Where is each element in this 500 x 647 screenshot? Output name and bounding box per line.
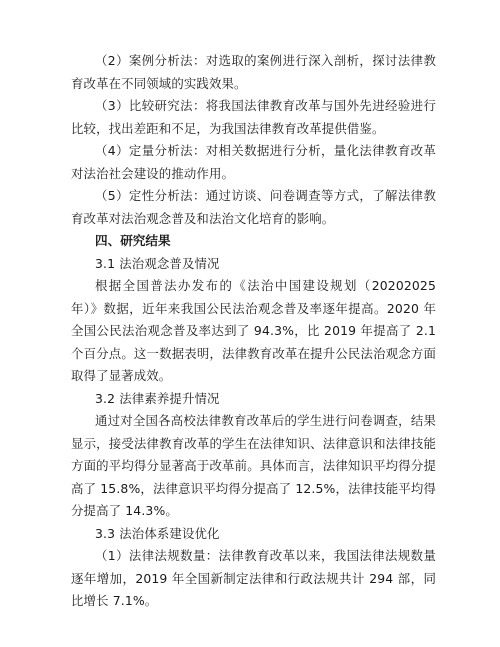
paragraph-legal-awareness: 根据全国普法办发布的《法治中国建设规划（20202025 年）》数据，近年来我国公民法治观念普及率逐年提高。2020 年全国公民法治观念普及率达到了 94.3%，比 2019 年提高了 2.1 个百分点。这一数据表明，法律教育改革在提升公民法治观念方面取得了显著成效。 [71, 278, 436, 383]
paragraph-laws-regulations: （1）法律法规数量：法律教育改革以来，我国法律法规数量逐年增加，2019 年全国新制定法律和行政法规共计 294 部，同比增长 7.1%。 [71, 548, 436, 608]
paragraph-comparative-research: （3）比较研究法：将我国法律教育改革与国外先进经验进行比较，找出差距和不足，为我国法律教育改革提供借鉴。 [71, 98, 436, 136]
document-body [71, 50, 436, 613]
subheading-3-3: 3.3 法治体系建设优化 [95, 525, 220, 541]
section-heading-results: 四、研究结果 [95, 233, 171, 248]
paragraph-legal-literacy: 通过对全国各高校法律教育改革后的学生进行问卷调查，结果显示，接受法律教育改革的学生在法律知识、法律意识和法律技能方面的平均得分显著高于改革前。具体而言，法律知识平均得分提高了 15.8%，法律意识平均得分提高了 12.5%，法律技能平均得分提高了 14.3%。 [71, 413, 436, 518]
subheading-3-1: 3.1 法治观念普及情况 [95, 255, 220, 271]
paragraph-qualitative-analysis: （5）定性分析法：通过访谈、问卷调查等方式，了解法律教育改革对法治观念普及和法治文化培育的影响。 [71, 188, 436, 226]
paragraph-case-analysis: （2）案例分析法：对选取的案例进行深入剖析，探讨法律教育改革在不同领域的实践效果。 [71, 53, 436, 91]
subheading-3-2: 3.2 法律素养提升情况 [95, 390, 220, 406]
paragraph-quantitative-analysis: （4）定量分析法：对相关数据进行分析，量化法律教育改革对法治社会建设的推动作用。 [71, 143, 436, 181]
